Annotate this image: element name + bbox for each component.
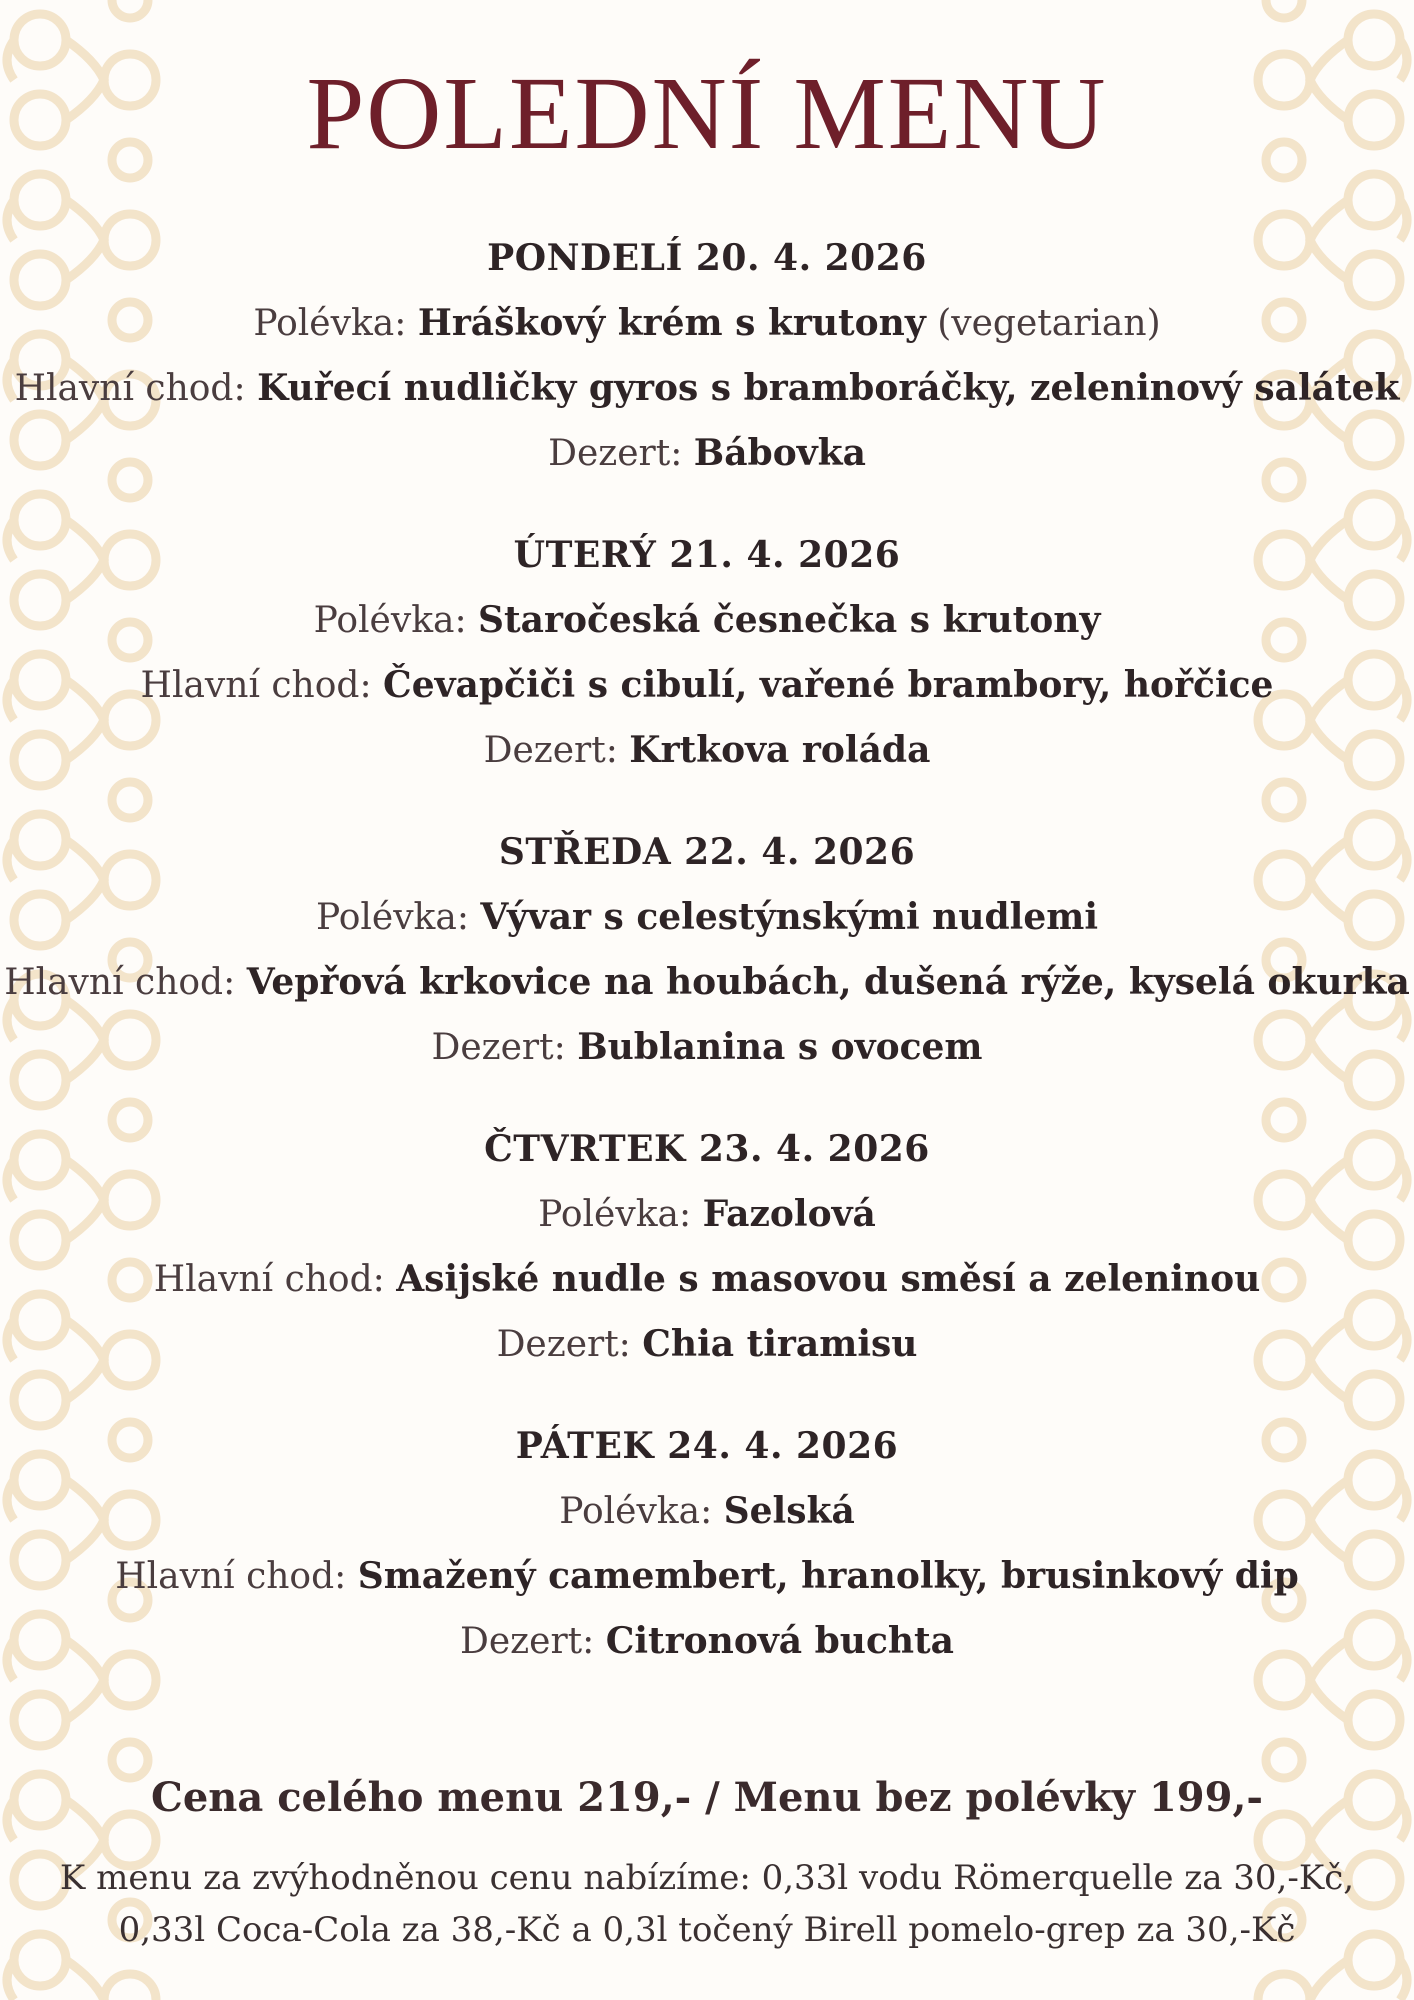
main-name: Vepřová krkovice na houbách, dušená rýže, kyselá okurka	[246, 961, 1410, 1003]
day-heading: PONDELÍ 20. 4. 2026	[487, 237, 927, 279]
soup-note: (vegetarian)	[937, 303, 1161, 344]
day-wednesday	[0, 820, 1414, 1080]
main-row	[0, 950, 1414, 1015]
day-heading: STŘEDA 22. 4. 2026	[498, 831, 916, 873]
days-list	[0, 226, 1414, 1711]
soup-name: Vývar s celestýnskými nudlemi	[480, 896, 1099, 938]
soup-label: Polévka:	[538, 1194, 692, 1235]
main-name: Asijské nudle s masovou směsí a zeleninou	[396, 1258, 1261, 1300]
dessert-row	[0, 421, 1414, 486]
soup-row	[0, 1182, 1414, 1247]
day-friday	[0, 1414, 1414, 1674]
dessert-label: Dezert:	[431, 1027, 566, 1068]
soup-row	[0, 1479, 1414, 1544]
drinks-offer	[0, 1852, 1414, 1956]
day-heading: ÚTERÝ 21. 4. 2026	[513, 534, 901, 576]
soup-name: Fazolová	[702, 1193, 876, 1235]
main-label: Hlavní chod:	[4, 962, 236, 1003]
main-row	[0, 1247, 1414, 1312]
dessert-name: Chia tiramisu	[642, 1323, 918, 1365]
dessert-row	[0, 1609, 1414, 1674]
dessert-name: Citronová buchta	[605, 1620, 954, 1662]
drinks-line: 0,33l Coca-Cola za 38,-Kč a 0,3l točený Birell pomelo-grep za 30,-Kč	[118, 1910, 1296, 1950]
soup-row	[0, 588, 1414, 653]
soup-label: Polévka:	[253, 303, 407, 344]
main-name: Kuřecí nudličky gyros s bramboráčky, zeleninový salátek	[257, 367, 1400, 409]
dessert-label: Dezert:	[483, 730, 618, 771]
dessert-name: Bábovka	[693, 432, 866, 474]
day-heading: PÁTEK 24. 4. 2026	[515, 1425, 899, 1467]
main-row	[0, 653, 1414, 718]
page-title: POLEDNÍ MENU	[306, 56, 1108, 171]
main-name: Čevapčiči s cibulí, vařené brambory, hořčice	[383, 664, 1274, 706]
main-label: Hlavní chod:	[153, 1259, 385, 1300]
soup-label: Polévka:	[313, 600, 467, 641]
soup-row	[0, 291, 1414, 356]
dessert-label: Dezert:	[548, 433, 683, 474]
main-label: Hlavní chod:	[140, 665, 372, 706]
day-heading: ČTVRTEK 23. 4. 2026	[484, 1128, 930, 1170]
drinks-line: K menu za zvýhodněnou cenu nabízíme: 0,33l vodu Römerquelle za 30,-Kč,	[59, 1858, 1355, 1898]
dessert-row	[0, 718, 1414, 783]
dessert-row	[0, 1312, 1414, 1377]
day-thursday	[0, 1117, 1414, 1377]
day-monday	[0, 226, 1414, 486]
main-label: Hlavní chod:	[14, 368, 246, 409]
dessert-label: Dezert:	[496, 1324, 631, 1365]
dessert-name: Bublanina s ovocem	[577, 1026, 983, 1068]
day-tuesday	[0, 523, 1414, 783]
dessert-row	[0, 1015, 1414, 1080]
soup-name: Hráškový krém s krutony	[417, 302, 926, 344]
main-row	[0, 1544, 1414, 1609]
main-row	[0, 356, 1414, 421]
soup-name: Selská	[723, 1490, 855, 1532]
main-label: Hlavní chod:	[115, 1556, 347, 1597]
soup-name: Staročeská česnečka s krutony	[478, 599, 1101, 641]
dessert-name: Krtkova roláda	[629, 729, 931, 771]
menu-price: Cena celého menu 219,- / Menu bez polévky 199,-	[150, 1774, 1263, 1821]
soup-row	[0, 885, 1414, 950]
soup-label: Polévka:	[559, 1491, 713, 1532]
dessert-label: Dezert:	[460, 1621, 595, 1662]
soup-label: Polévka:	[315, 897, 469, 938]
main-name: Smažený camembert, hranolky, brusinkový dip	[357, 1555, 1299, 1597]
